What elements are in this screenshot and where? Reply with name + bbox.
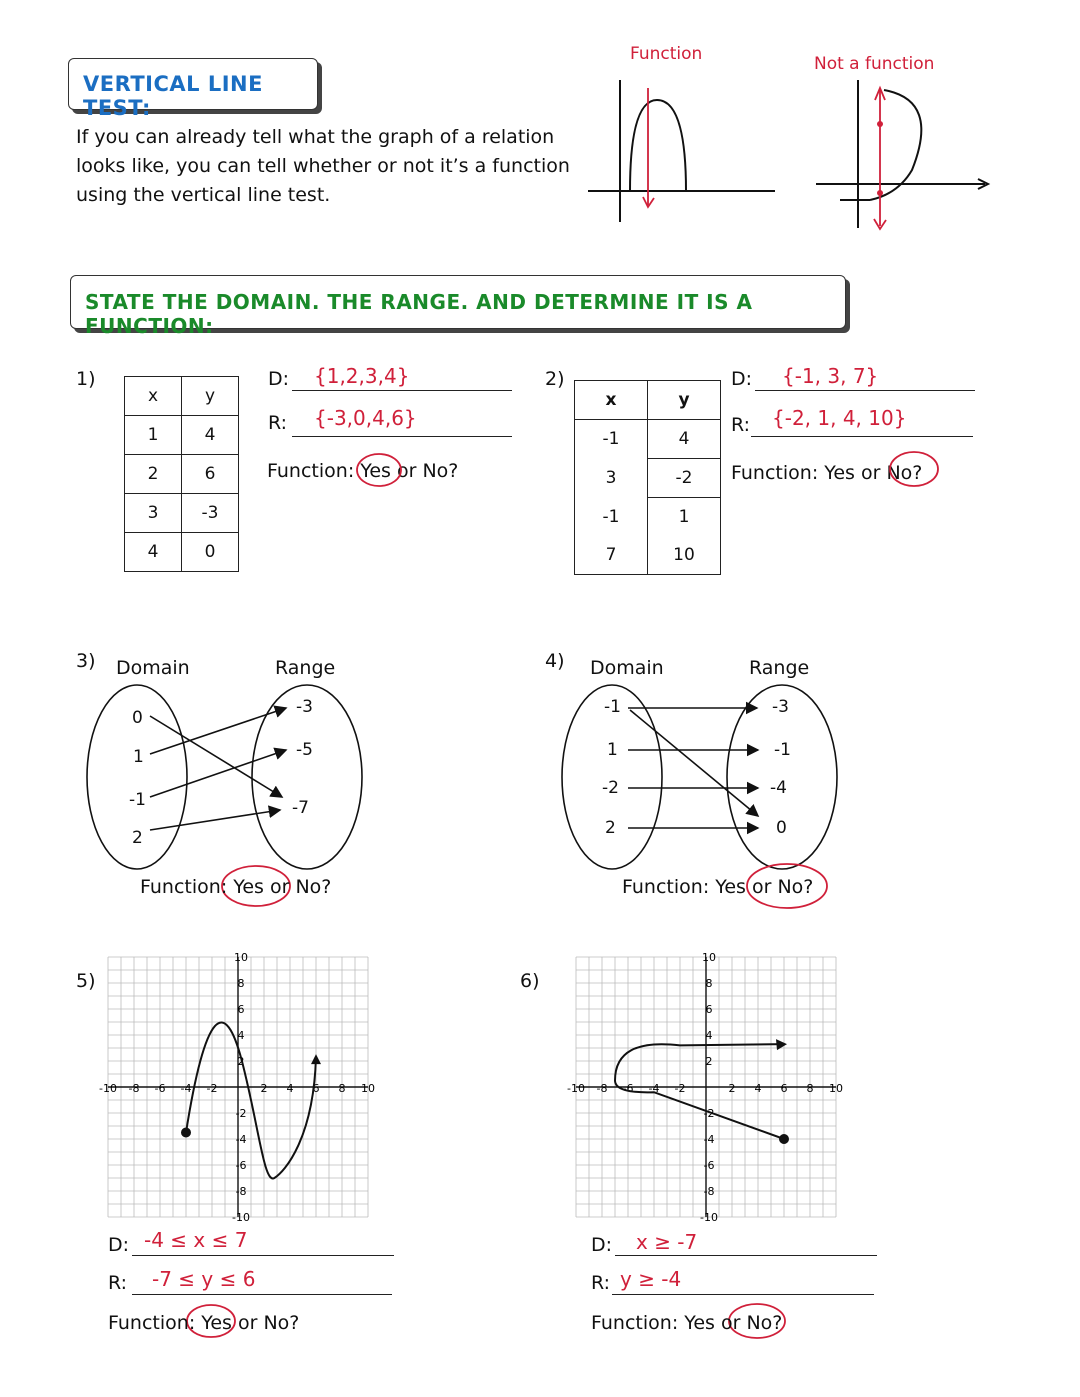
y-tick-label: 2 (237, 1055, 245, 1068)
p5-function-question: Function: Yes or No? (108, 1312, 300, 1334)
p6-d-line (615, 1255, 877, 1256)
p1-header-x: x (125, 377, 182, 416)
p6-r-line (612, 1294, 874, 1295)
p5-d-label: D: (108, 1234, 130, 1256)
y-tick-label: -4 (703, 1133, 715, 1146)
p4-domain-item: 1 (607, 740, 618, 760)
p4-domain-item: -2 (602, 778, 619, 798)
p5-arrow (311, 1054, 321, 1064)
p4-range-label: Range (749, 657, 810, 679)
p2-d-line (755, 390, 975, 391)
x-tick-label: 8 (338, 1082, 346, 1095)
p6-d-label: D: (591, 1234, 613, 1256)
x-tick-label: -6 (622, 1082, 634, 1095)
p1-r-answer: {-3,0,4,6} (314, 406, 417, 430)
p1-table (124, 376, 239, 572)
p5-r-line (132, 1294, 392, 1295)
p1-d-answer: {1,2,3,4} (314, 364, 410, 388)
note-not-function: Not a function (814, 54, 935, 74)
vlt-line-2: looks like, you can tell whether or not it’s a function (76, 155, 570, 177)
p5-d-line (132, 1255, 394, 1256)
table-cell: 4 (182, 416, 239, 455)
table-cell: -1 (575, 498, 648, 537)
y-tick-label: 8 (705, 977, 713, 990)
p4-range-item: -4 (770, 778, 787, 798)
p3-domain-item: 1 (133, 747, 144, 767)
y-tick-label: 4 (237, 1029, 245, 1042)
x-tick-label: 10 (829, 1082, 843, 1095)
p2-r-answer: {-2, 1, 4, 10} (772, 406, 907, 430)
x-tick-label: 4 (286, 1082, 294, 1095)
table-cell: 4 (125, 533, 182, 572)
x-tick-label: 6 (312, 1082, 320, 1095)
y-tick-label: 8 (237, 977, 245, 990)
x-tick-label: 10 (361, 1082, 375, 1095)
table-cell: -3 (182, 494, 239, 533)
y-tick-label: -10 (700, 1211, 718, 1224)
p4-domain-item: -1 (604, 697, 621, 717)
x-tick-label: 4 (754, 1082, 762, 1095)
y-tick-label: -10 (232, 1211, 250, 1224)
instruction-box (70, 275, 846, 338)
p5-curve (186, 1022, 316, 1178)
y-tick-label: -6 (235, 1159, 247, 1172)
vlt-line-3: using the vertical line test. (76, 184, 331, 206)
x-tick-label: 2 (260, 1082, 268, 1095)
table-cell: -2 (648, 459, 721, 498)
p3-domain-item: -1 (129, 790, 146, 810)
sideways-parabola-example (816, 80, 988, 228)
p5-endpoint (181, 1128, 191, 1138)
y-tick-label: -2 (235, 1107, 247, 1120)
y-tick-label: 4 (705, 1029, 713, 1042)
p4-domain-item: 2 (605, 818, 616, 838)
table-cell: 0 (182, 533, 239, 572)
y-tick-label: 2 (705, 1055, 713, 1068)
x-tick-label: -10 (567, 1082, 585, 1095)
p2-table (574, 380, 721, 575)
vlt-examples (0, 0, 1080, 260)
p6-arrow (776, 1039, 787, 1050)
y-tick-label: 6 (237, 1003, 245, 1016)
p3-range-item: -3 (296, 697, 313, 717)
p3-range-item: -7 (292, 798, 309, 818)
p1-header-y: y (182, 377, 239, 416)
y-tick-label: -8 (703, 1185, 715, 1198)
p3-domain-item: 0 (132, 708, 143, 728)
table-cell: 10 (648, 536, 721, 575)
p5-r-answer: -7 ≤ y ≤ 6 (152, 1267, 256, 1291)
note-function: Function (630, 44, 703, 64)
p3-number: 3) (76, 650, 96, 672)
y-tick-label: 10 (234, 951, 248, 964)
y-tick-label: -8 (235, 1185, 247, 1198)
p3-range-item: -5 (296, 740, 313, 760)
p6-number: 6) (520, 970, 540, 992)
p1-function-question: Function: Yes or No? (267, 460, 459, 482)
p1-r-line (292, 436, 512, 437)
p3-domain-item: 2 (132, 828, 143, 848)
table-cell: 7 (575, 536, 648, 575)
p6-r-label: R: (591, 1272, 611, 1294)
x-tick-label: -4 (648, 1082, 660, 1095)
y-tick-label: -6 (703, 1159, 715, 1172)
p6-d-answer: x ≥ -7 (636, 1230, 698, 1254)
p4-range-item: -3 (772, 697, 789, 717)
table-cell: 1 (648, 498, 721, 537)
table-cell: 3 (575, 459, 648, 498)
table-cell: 3 (125, 494, 182, 533)
y-tick-label: -2 (703, 1107, 715, 1120)
p1-d-line (292, 390, 512, 391)
p4-function-question: Function: Yes or No? (622, 876, 814, 898)
vlt-line-1: If you can already tell what the graph of a relation (76, 126, 555, 148)
p4-range-item: 0 (776, 818, 787, 838)
p3-range-label: Range (275, 657, 336, 679)
p4-domain-label: Domain (590, 657, 664, 679)
x-tick-label: -8 (596, 1082, 608, 1095)
p2-r-line (751, 436, 973, 437)
x-tick-label: -6 (154, 1082, 166, 1095)
p2-d-label: D: (731, 368, 753, 390)
p1-r-label: R: (268, 412, 288, 434)
table-cell: 1 (125, 416, 182, 455)
x-tick-label: -8 (128, 1082, 140, 1095)
x-tick-label: 8 (806, 1082, 814, 1095)
p5-r-label: R: (108, 1272, 128, 1294)
p6-curve (615, 1044, 784, 1139)
x-tick-label: 2 (728, 1082, 736, 1095)
p2-d-answer: {-1, 3, 7} (782, 364, 879, 388)
p5-d-answer: -4 ≤ x ≤ 7 (144, 1228, 248, 1252)
p2-header-y: y (648, 381, 721, 420)
x-tick-label: -4 (180, 1082, 192, 1095)
p6-function-question: Function: Yes or No? (591, 1312, 783, 1334)
p1-d-label: D: (268, 368, 290, 390)
p6-endpoint (779, 1134, 789, 1144)
p4-number: 4) (545, 650, 565, 672)
p3-domain-label: Domain (116, 657, 190, 679)
y-tick-label: 10 (702, 951, 716, 964)
p2-r-label: R: (731, 414, 751, 436)
p2-header-x: x (575, 381, 648, 420)
p4-range-item: -1 (774, 740, 791, 760)
x-tick-label: 6 (780, 1082, 788, 1095)
x-tick-label: -2 (206, 1082, 218, 1095)
parabola-example (588, 80, 775, 222)
p3-function-question: Function: Yes or No? (140, 876, 332, 898)
instruction-text: STATE THE DOMAIN. THE RANGE. AND DETERMINE IT IS A FUNCTION: (85, 290, 753, 338)
y-tick-label: -4 (235, 1133, 247, 1146)
p2-function-question: Function: Yes or No? (731, 462, 923, 484)
table-cell: -1 (575, 420, 648, 459)
x-tick-label: -10 (99, 1082, 117, 1095)
p2-number: 2) (545, 368, 565, 390)
table-cell: 4 (648, 420, 721, 459)
table-cell: 2 (125, 455, 182, 494)
vlt-title: VERTICAL LINE TEST: (83, 72, 263, 120)
y-tick-label: 6 (705, 1003, 713, 1016)
p1-number: 1) (76, 368, 96, 390)
table-cell: 6 (182, 455, 239, 494)
p6-r-answer: y ≥ -4 (620, 1267, 682, 1291)
p5-number: 5) (76, 970, 96, 992)
x-tick-label: -2 (674, 1082, 686, 1095)
